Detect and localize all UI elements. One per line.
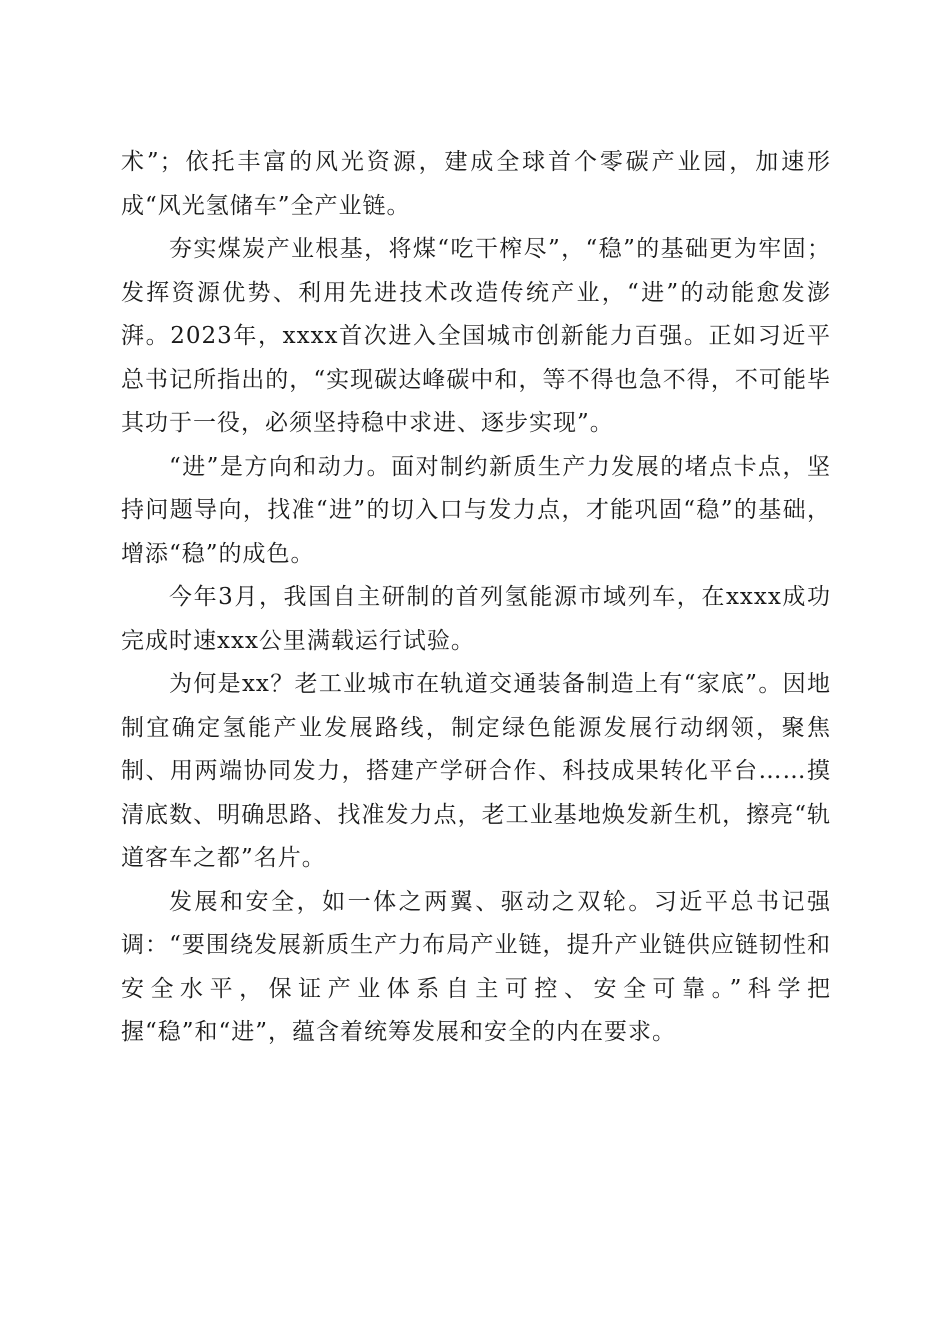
paragraph-hydrogen-train: 今年3月，我国自主研制的首列氢能源市域列车，在xxxx成功完成时速xxx公里满载运行试验。 xyxy=(121,584,831,654)
paragraph-coal-industry: 夯实煤炭产业根基，将煤“吃干榨尽”，“稳”的基础更为牢固；发挥资源优势、利用先进技术改造传统产业，“进”的动能愈发澎湃。2023年，xxxx首次进入全国城市创新能力百强。正如习近平总书记所指出的，“实现碳达峰碳中和，等不得也急不得，不可能毕其功于一役，必须坚持稳中求进、逐步实现”。 xyxy=(121,236,831,436)
paragraph-development-security: 发展和安全，如一体之两翼、驱动之双轮。习近平总书记强调：“要围绕发展新质生产力布局产业链，提升产业链供应链韧性和安全水平，保证产业体系自主可控、安全可靠。”科学把握“稳”和“进”，蕴含着统筹发展和安全的内在要求。 xyxy=(121,888,831,1045)
paragraph-progress-direction: “进”是方向和动力。面对制约新质生产力发展的堵点卡点，坚持问题导向，找准“进”的切入口与发力点，才能巩固“稳”的基础，增添“稳”的成色。 xyxy=(121,453,831,567)
document-body xyxy=(121,141,831,1055)
paragraph-old-industrial-city: 为何是xx？老工业城市在轨道交通装备制造上有“家底”。因地制宜确定氢能产业发展路线，制定绿色能源发展行动纲领，聚焦制、用两端协同发力，搭建产学研合作、科技成果转化平台……摸清底数、明确思路、找准发力点，老工业基地焕发新生机，擦亮“轨道客车之都”名片。 xyxy=(121,671,831,871)
paragraph-continuation: 术”；依托丰富的风光资源，建成全球首个零碳产业园，加速形成“风光氢储车”全产业链。 xyxy=(121,149,831,219)
